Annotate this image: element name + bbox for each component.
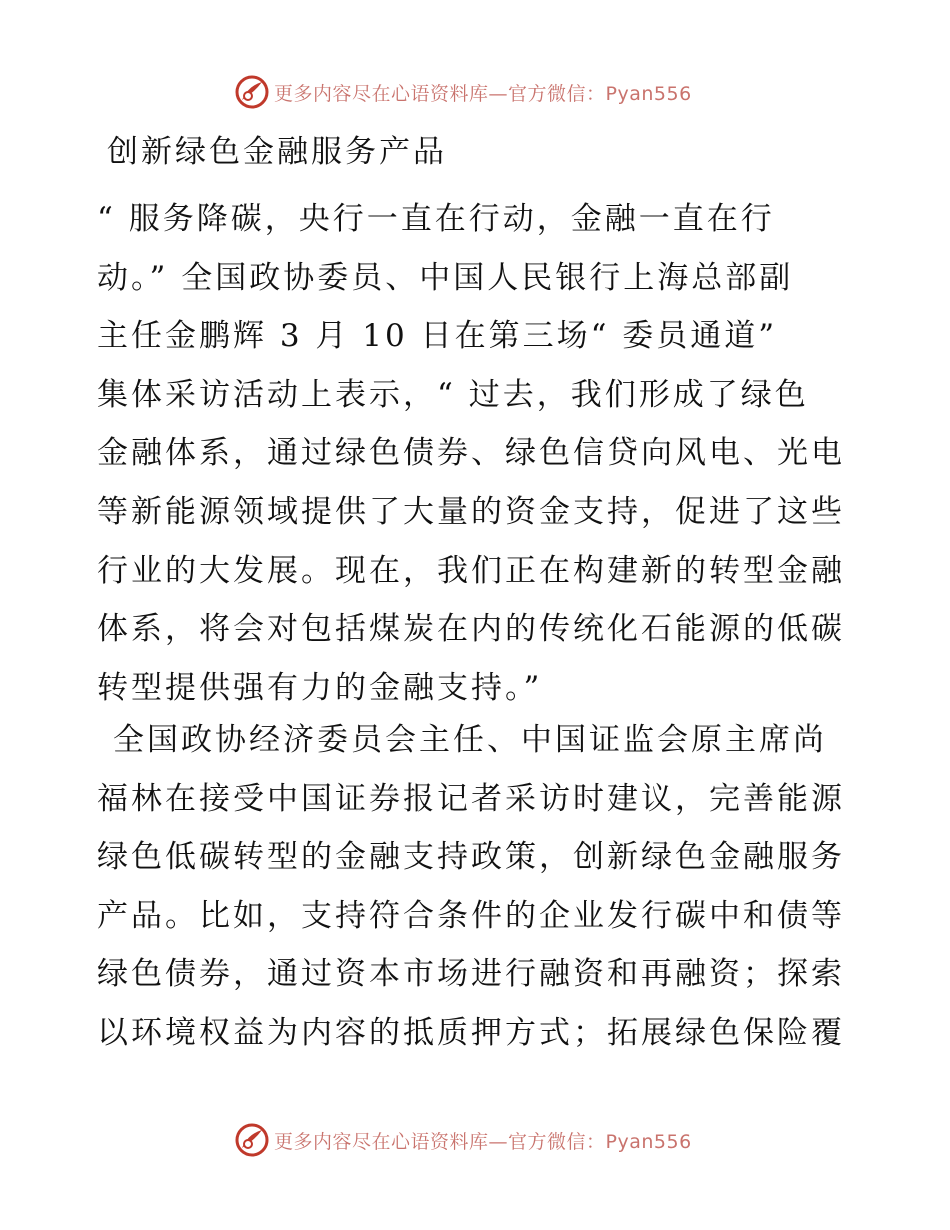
text-line: 绿色低碳转型的金融支持政策，创新绿色金融服务 <box>97 839 845 876</box>
text-line: 产品。比如，支持符合条件的企业发行碳中和债等 <box>97 897 845 934</box>
text-line: 福林在接受中国证券报记者采访时建议，完善能源 <box>97 780 845 817</box>
brand-logo-icon <box>234 1122 270 1158</box>
brand-logo-icon <box>234 74 270 110</box>
header-banner <box>0 72 950 112</box>
text-line: 转型提供强有力的金融支持。” <box>97 669 543 706</box>
text-line: 主任金鹏辉 3 月 10 日在第三场“ 委员通道” <box>97 318 778 355</box>
text-line: 全国政协经济委员会主任、中国证监会原主席尚 <box>113 722 827 758</box>
banner-text <box>274 1127 692 1154</box>
article-title: 创新绿色金融服务产品 <box>107 134 447 170</box>
text-line: 体系，将会对包括煤炭在内的传统化石能源的低碳 <box>97 611 845 648</box>
text-line: 动。” 全国政协委员、中国人民银行上海总部副 <box>97 259 794 296</box>
text-line: “ 服务降碳，央行一直在行动，金融一直在行 <box>97 201 775 237</box>
text-line: 金融体系，通过绿色债券、绿色信贷向风电、光电 <box>97 435 845 472</box>
banner-brand: 更多内容尽在心语资料库 <box>274 1131 489 1153</box>
banner-dash: — <box>488 1131 509 1153</box>
text-line: 行业的大发展。现在，我们正在构建新的转型金融 <box>97 552 845 589</box>
banner-wechat-id: Pyan556 <box>605 83 692 105</box>
banner-wechat-label: 官方微信： <box>508 1131 606 1153</box>
footer-banner <box>0 1120 950 1160</box>
text-line: 绿色债券，通过资本市场进行融资和再融资；探索 <box>97 956 845 993</box>
paragraph-1 <box>97 190 857 717</box>
banner-text <box>274 79 692 106</box>
banner-dash: — <box>488 83 509 105</box>
text-line: 集体采访活动上表示，“ 过去，我们形成了绿色 <box>97 376 809 413</box>
banner-wechat-label: 官方微信： <box>508 83 606 105</box>
banner-wechat-id: Pyan556 <box>605 1131 692 1153</box>
paragraph-2 <box>97 711 857 1063</box>
text-line: 等新能源领域提供了大量的资金支持，促进了这些 <box>97 493 845 530</box>
banner-brand: 更多内容尽在心语资料库 <box>274 83 489 105</box>
text-line: 以环境权益为内容的抵质押方式；拓展绿色保险覆 <box>97 1014 845 1051</box>
